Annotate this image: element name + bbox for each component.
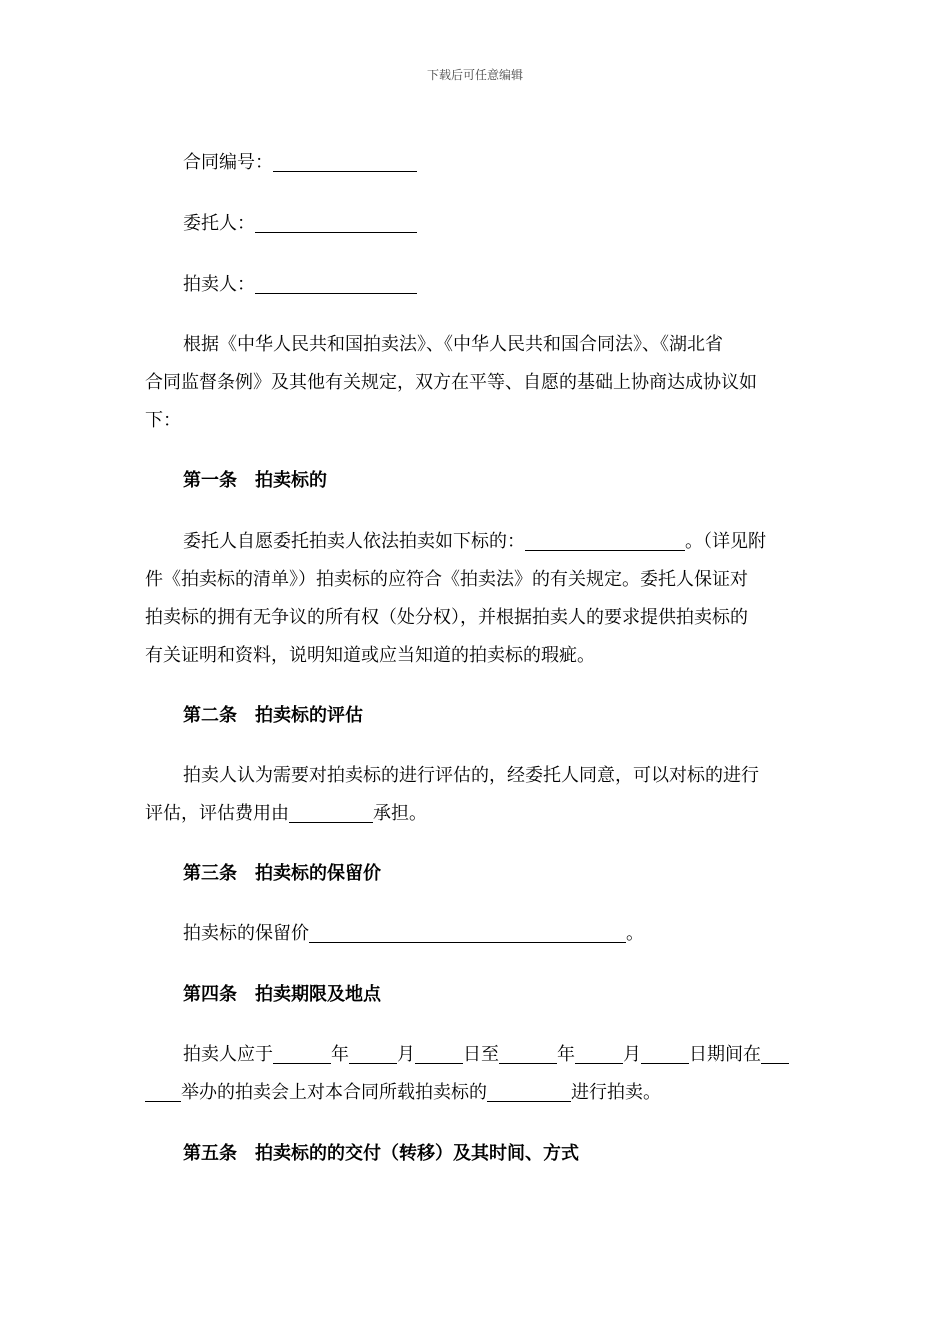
start-month-blank[interactable] [349, 1043, 397, 1064]
article-4-text-start: 拍卖人应于 [183, 1044, 273, 1065]
day-to-label: 日至 [463, 1044, 499, 1065]
preamble-line-1: 根据《中华人民共和国拍卖法》、《中华人民共和国合同法》、《湖北省 [183, 334, 723, 355]
auctioneer-blank[interactable] [255, 273, 417, 294]
reserve-price-blank[interactable] [309, 922, 626, 943]
preamble-line-2: 合同监督条例》及其他有关规定，双方在平等、自愿的基础上协商达成协议如 [145, 372, 757, 393]
auction-item-blank[interactable] [487, 1081, 571, 1102]
article-3-text-a: 拍卖标的保留价 [183, 923, 309, 944]
consignor-label: 委托人： [183, 213, 255, 234]
auctioneer-label: 拍卖人： [183, 274, 255, 295]
article-4-line-1 [183, 1036, 810, 1074]
article-4-line-2 [145, 1074, 810, 1112]
article-3-heading [183, 855, 810, 893]
article-4-heading [183, 976, 810, 1014]
auctioneer-line [183, 266, 810, 304]
article-5-heading [183, 1135, 810, 1173]
article-1-line-2: 件《拍卖标的清单》）拍卖标的应符合《拍卖法》的有关规定。委托人保证对 [145, 569, 748, 590]
article-1-line-4: 有关证明和资料，说明知道或应当知道的拍卖标的瑕疵。 [145, 645, 595, 666]
article-3-text-b: 。 [626, 923, 644, 944]
article-1-title: 拍卖标的 [255, 470, 327, 491]
article-3-number: 第三条 [183, 863, 237, 884]
contract-number-blank[interactable] [273, 151, 417, 172]
article-4-number: 第四条 [183, 984, 237, 1005]
day-between-label: 日期间在 [689, 1044, 761, 1065]
article-4-title: 拍卖期限及地点 [255, 984, 381, 1005]
article-2-text-b: 承担。 [373, 803, 427, 824]
article-2-number: 第二条 [183, 705, 237, 726]
article-2-title: 拍卖标的评估 [255, 705, 363, 726]
year-label: 年 [331, 1044, 349, 1065]
article-1-text-b: 。（详见附 [685, 531, 766, 552]
article-5-number: 第五条 [183, 1143, 237, 1164]
evaluation-fee-payer-blank[interactable] [289, 802, 373, 823]
venue-blank-start[interactable] [761, 1043, 789, 1064]
article-1-line-3: 拍卖标的拥有无争议的所有权（处分权），并根据拍卖人的要求提供拍卖标的 [145, 607, 748, 628]
article-4-text-b: 进行拍卖。 [571, 1082, 661, 1103]
article-4-text-a: 举办的拍卖会上对本合同所载拍卖标的 [181, 1082, 487, 1103]
page-header: 下载后可任意编辑 [426, 68, 523, 82]
start-year-blank[interactable] [273, 1043, 331, 1064]
contract-number-line [183, 144, 810, 182]
article-2-line-1: 拍卖人认为需要对拍卖标的进行评估的，经委托人同意，可以对标的进行 [183, 765, 759, 786]
month-label-2: 月 [623, 1044, 641, 1065]
end-day-blank[interactable] [641, 1043, 689, 1064]
article-1-heading [183, 462, 810, 500]
preamble-line-3: 下： [145, 410, 181, 431]
contract-number-label: 合同编号： [183, 152, 273, 173]
article-1-number: 第一条 [183, 470, 237, 491]
article-2-line-2 [145, 795, 810, 833]
consignor-line [183, 205, 810, 243]
end-year-blank[interactable] [499, 1043, 557, 1064]
end-month-blank[interactable] [575, 1043, 623, 1064]
article-1-text-a: 委托人自愿委托拍卖人依法拍卖如下标的： [183, 531, 525, 552]
auction-subject-blank[interactable] [525, 530, 685, 551]
article-2-heading [183, 697, 810, 735]
article-3-line-1 [183, 915, 810, 953]
year-label-2: 年 [557, 1044, 575, 1065]
consignor-blank[interactable] [255, 212, 417, 233]
venue-blank-end[interactable] [145, 1081, 181, 1102]
article-3-title: 拍卖标的保留价 [255, 863, 381, 884]
article-5-title: 拍卖标的的交付（转移）及其时间、方式 [255, 1143, 579, 1164]
article-2-text-a: 评估，评估费用由 [145, 803, 289, 824]
start-day-blank[interactable] [415, 1043, 463, 1064]
month-label: 月 [397, 1044, 415, 1065]
article-1-line-1 [183, 523, 810, 561]
